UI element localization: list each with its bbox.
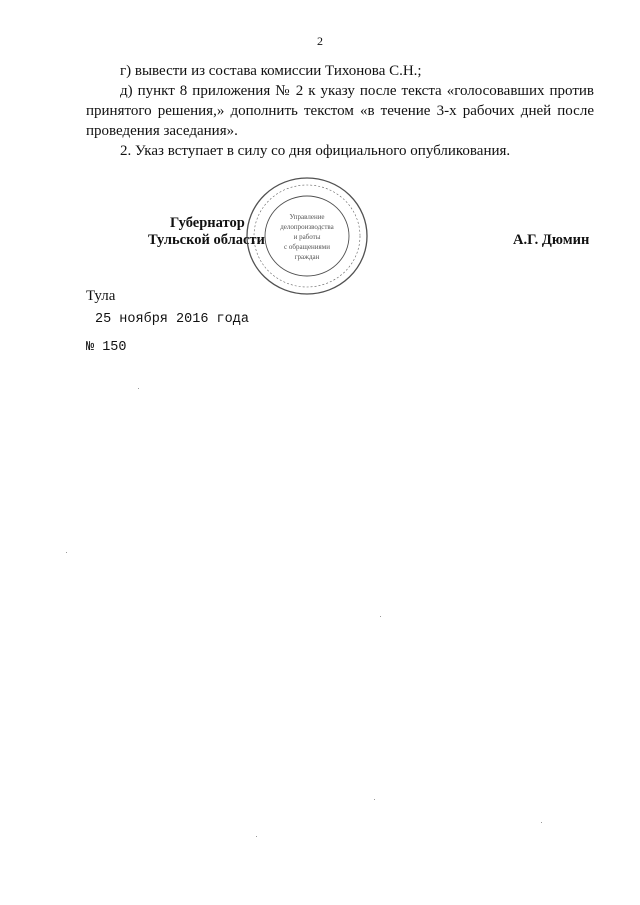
scan-speck: [380, 616, 381, 617]
seal-text-line-5: граждан: [294, 253, 320, 261]
decree-number: № 150: [86, 340, 127, 355]
seal-text-line-2: делопроизводства: [280, 223, 334, 231]
signatory-name: А.Г. Дюмин: [513, 232, 590, 248]
paragraph-item-d: д) пункт 8 приложения № 2 к указу после текста «голосовавших против принятого решения,» дополнить текстом «в течение 3-х рабочих дней после проведения заседания».: [86, 83, 594, 139]
page-number: 2: [317, 34, 323, 48]
seal-text-line-1: Управление: [289, 213, 325, 221]
signatory-title-line-2: Тульской области: [148, 232, 265, 248]
scan-speck: [256, 836, 257, 837]
seal-text-line-4: с обращениями: [284, 243, 330, 251]
scan-speck: [374, 799, 375, 800]
seal-text-line-3: и работы: [293, 233, 321, 241]
paragraph-item-g: г) вывести из состава комиссии Тихонова С.Н.;: [120, 63, 422, 79]
place-of-signing: Тула: [86, 288, 116, 304]
scan-speck: [138, 388, 139, 389]
scan-speck: [541, 822, 542, 823]
official-seal-stamp: [244, 175, 370, 297]
scan-speck: [66, 552, 67, 553]
paragraph-effective-date: 2. Указ вступает в силу со дня официального опубликования.: [120, 143, 511, 159]
signatory-title-line-1: Губернатор: [170, 215, 245, 231]
document-body: [86, 61, 594, 161]
signing-date: 25 ноября 2016 года: [95, 312, 249, 327]
